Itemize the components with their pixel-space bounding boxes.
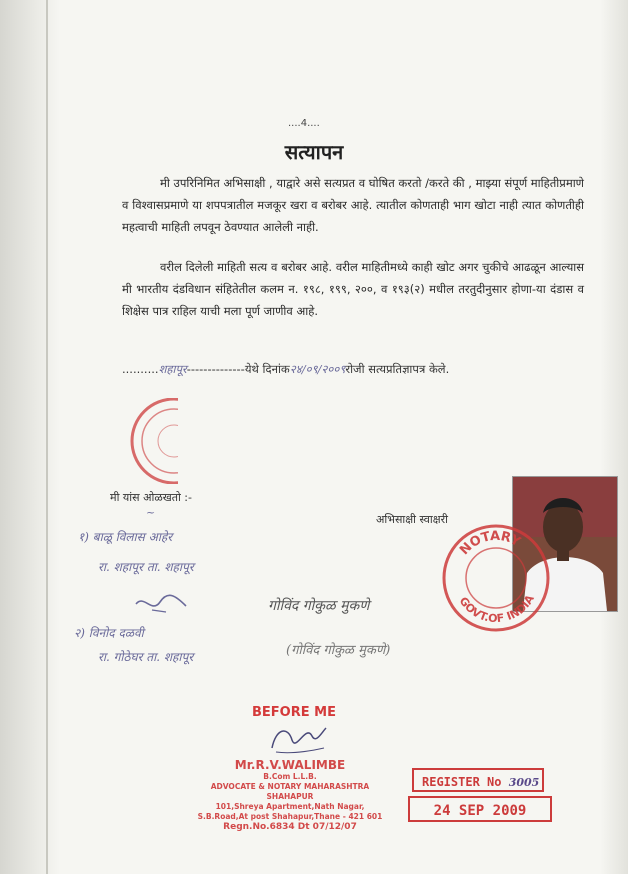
- notary-stamp-block: [190, 758, 390, 832]
- identification-heading: मी यांस ओळखतो :-: [110, 491, 192, 504]
- place-handwritten: शहापूर: [158, 362, 187, 376]
- witness2-signature-icon: [132, 590, 192, 618]
- notary-signature-icon: [266, 718, 330, 758]
- witness-scribble-icon: ~: [146, 506, 156, 519]
- date-handwritten: २४/०९/२००९: [289, 362, 346, 376]
- seal-bottom-text: GOVT.OF INDIA: [456, 592, 537, 626]
- deponent-signature: गोविंद गोकुळ मुकणे: [268, 598, 370, 614]
- notary-name: Mr.R.V.WALIMBE: [234, 758, 346, 772]
- before-me-heading: BEFORE ME: [252, 705, 336, 720]
- notary-line3: S.B.Road,At post Shahapur,Thane - 421 601: [197, 812, 383, 821]
- register-number: 3005: [508, 776, 540, 789]
- notary-regn: Regn.No.6834 Dt 07/12/07: [223, 822, 357, 832]
- page-title: सत्यापन: [284, 140, 344, 164]
- seal-top-text: NOTARY: [457, 528, 523, 559]
- deponent-signature-label: अभिसाक्षी स्वाक्षरी: [376, 513, 448, 526]
- witness2-name: २) विनोद दळवी: [74, 626, 144, 640]
- page-number: ....4....: [288, 118, 320, 129]
- declaration-place-suffix: येथे दिनांक: [244, 362, 290, 376]
- notary-degree: B.Com L.L.B.: [263, 772, 317, 781]
- witness1-address: रा. शहापूर ता. शहापूर: [98, 560, 194, 574]
- declaration-line: [122, 362, 449, 377]
- notary-line2: 101,Shreya Apartment,Nath Nagar,: [215, 802, 365, 811]
- date-stamp: 24 SEP 2009: [408, 796, 552, 822]
- notary-seal-stamp: [440, 522, 552, 634]
- left-seal-stamp: [108, 398, 178, 484]
- register-label: REGISTER No: [422, 775, 502, 789]
- witness1-name: १) बाळू विलास आहेर: [78, 530, 173, 544]
- paragraph-2: वरील दिलेली माहिती सत्य व बरोबर आहे. वरील माहितीमध्ये काही खोट अगर चुकीचे आढळून आल्यास मी भारतीय दंडविधान संहितेतील कलम न. १९८, १९९, २००, व १९३(२) मधील तरतुदीनुसार होणा-या दंडास व शिक्षेस पात्र राहिल याची मला पूर्ण जाणीव आहे.: [122, 260, 584, 318]
- witness2-address: रा. गोठेघर ता. शहापूर: [98, 650, 194, 664]
- notary-line1: ADVOCATE & NOTARY MAHARASHTRA SHAHAPUR: [210, 782, 370, 801]
- declaration-date-suffix: रोजी सत्यप्रतिज्ञापत्र केले.: [345, 362, 450, 376]
- deponent-name-bracket: (गोविंद गोकुळ मुकणे): [286, 643, 391, 658]
- declaration-dashes: --------------: [186, 362, 245, 376]
- binding-fold: [46, 0, 48, 874]
- register-stamp: [412, 768, 544, 792]
- paragraph-1: मी उपरिनिमित अभिसाक्षी , याद्वारे असे सत्यप्रत व घोषित करतो /करते की , माझ्या संपूर्ण माहितीप्रमाणे व विश्वासप्रमाणे या शपपत्रातील मजकूर खरा व बरोबर आहे. त्यातील कोणताही भाग खोटा नाही त्यात कोणतीही महत्वाची माहिती लपवून ठेवण्यात आलेली नाही.: [122, 176, 584, 234]
- declaration-dots: ..........: [122, 362, 159, 376]
